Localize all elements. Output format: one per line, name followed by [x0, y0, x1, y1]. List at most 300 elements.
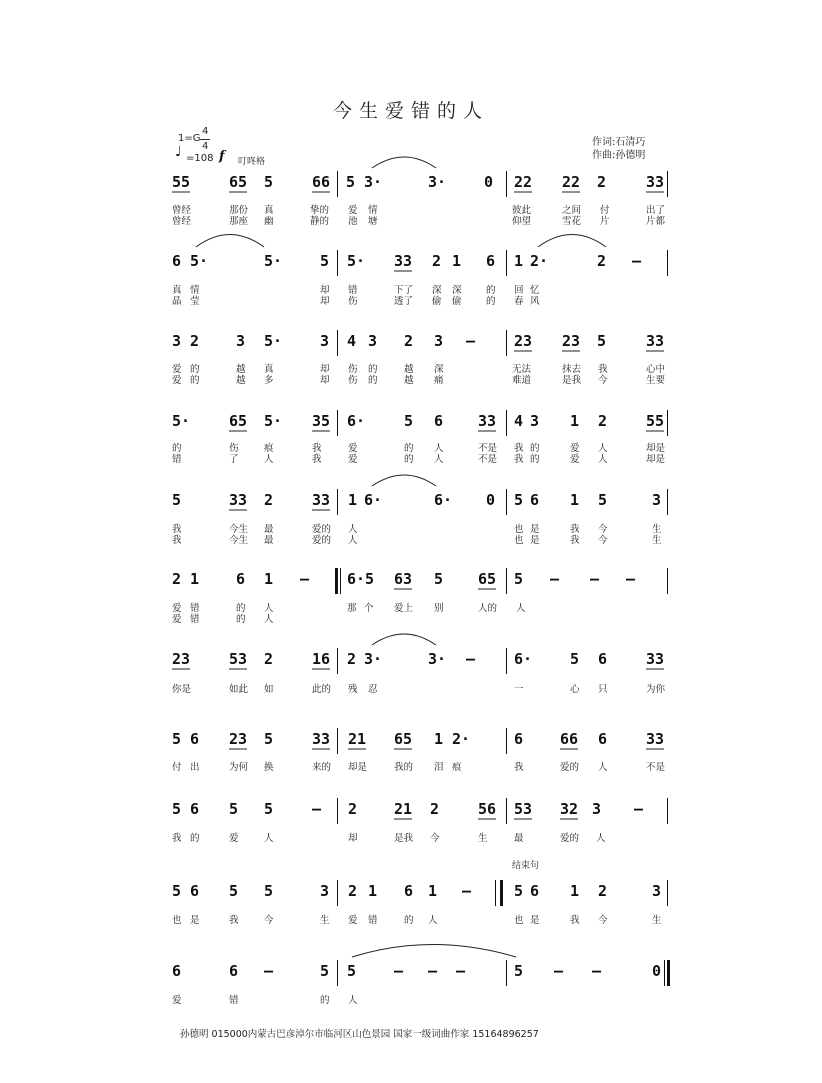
lyric: 今生 [229, 524, 249, 535]
note: — [312, 800, 322, 818]
lyric: 为何 [229, 762, 249, 773]
note: 6 [172, 962, 182, 980]
lyric: 我 [312, 454, 322, 465]
lyric: 曾经 [172, 216, 192, 227]
lyric: 今生 [229, 535, 249, 546]
lyric: 心 [570, 684, 580, 695]
lyric: 越 [236, 364, 246, 375]
lyric: 越 [236, 375, 246, 386]
note: 3· [364, 173, 383, 191]
lyric: 生 [478, 833, 488, 844]
note: 1 [264, 570, 274, 588]
lyric: 是我 [394, 833, 414, 844]
lyric: 偷 [432, 296, 442, 307]
lyric: 池 [348, 216, 358, 227]
lyric: 人 [264, 833, 274, 844]
style-marking: 叮咚格 [238, 157, 266, 167]
lyric: 的 [486, 285, 496, 296]
note: — [466, 332, 476, 350]
lyric: 爱 [172, 603, 182, 614]
tie-mark [352, 945, 516, 958]
lyric: 付 [600, 205, 610, 216]
note: 5 [514, 491, 524, 509]
note: 5 [172, 730, 182, 748]
lyric: 最 [264, 524, 274, 535]
tie-mark [538, 235, 606, 248]
note: 1 [348, 491, 358, 509]
note: 6 [190, 800, 200, 818]
note: 6 [514, 730, 524, 748]
lyric: 的 [368, 364, 378, 375]
note: 5 [434, 570, 444, 588]
note: 5 [347, 962, 357, 980]
lyric: 的 [404, 454, 414, 465]
lyric: 之间 [562, 205, 582, 216]
note: 5 [264, 882, 274, 900]
note: 33 [229, 491, 248, 509]
lyric: 是 [530, 535, 540, 546]
lyric: 我 [570, 535, 580, 546]
note: 6 [486, 252, 496, 270]
lyric: 爱的 [312, 535, 332, 546]
lyric: 爱 [172, 375, 182, 386]
lyric: 挚的 [310, 205, 330, 216]
key-signature: 1=G [178, 133, 201, 144]
lyric: 来的 [312, 762, 332, 773]
note: 66 [312, 173, 331, 191]
lyric: 伤 [348, 296, 358, 307]
lyric: 伤 [348, 364, 358, 375]
lyric: 错 [172, 454, 182, 465]
note: 2 [348, 882, 358, 900]
note: 55 [646, 412, 665, 430]
lyric: 是 [530, 524, 540, 535]
lyric: 却是 [646, 443, 666, 454]
note: 2 [264, 491, 274, 509]
lyric: 人 [598, 762, 608, 773]
note: 1 [452, 252, 462, 270]
note: 16 [312, 650, 331, 668]
lyric: 无法 [512, 364, 532, 375]
note: 65 [229, 412, 248, 430]
note: 5 [570, 650, 580, 668]
note: 6· [364, 491, 383, 509]
lyric: 个 [364, 603, 374, 614]
lyric: 风 [530, 296, 540, 307]
composer: 作曲:孙德明 [592, 150, 646, 161]
note: 33 [312, 730, 331, 748]
lyric: 我 [172, 833, 182, 844]
lyric: 晶 [172, 296, 182, 307]
note: 3 [368, 332, 378, 350]
lyric: 我的 [394, 762, 414, 773]
note: — [590, 570, 600, 588]
ending-phrase-label: 结束句 [512, 861, 540, 871]
note: 55 [172, 173, 191, 191]
note: 1 [428, 882, 438, 900]
lyric: 越 [404, 364, 414, 375]
lyricist: 作词:石清巧 [592, 137, 646, 148]
note: 5 [172, 491, 182, 509]
lyric: 人 [264, 454, 274, 465]
lyric: 最 [264, 535, 274, 546]
lyric: 人 [596, 833, 606, 844]
lyric: 却 [320, 375, 330, 386]
lyric: 一 [514, 684, 524, 695]
lyric: 我 [514, 454, 524, 465]
lyric: 也 [514, 535, 524, 546]
note: 6 [236, 570, 246, 588]
lyric: 今 [264, 915, 274, 926]
lyric: 的 [530, 443, 540, 454]
lyric: 我 [514, 762, 524, 773]
note: 3 [236, 332, 246, 350]
lyric: 生 [320, 915, 330, 926]
tie-mark [372, 157, 436, 168]
note: 65 [478, 570, 497, 588]
lyric: 爱 [348, 205, 358, 216]
note: 21 [348, 730, 367, 748]
lyric: 爱的 [560, 833, 580, 844]
note: 3 [652, 491, 662, 509]
lyric: 彼此 [512, 205, 532, 216]
note: 2 [598, 412, 608, 430]
lyric: 的 [172, 443, 182, 454]
lyric: 错 [229, 995, 239, 1006]
lyric: 爱 [570, 454, 580, 465]
lyric: 却 [348, 833, 358, 844]
lyric: 错 [348, 285, 358, 296]
lyric: 却是 [348, 762, 368, 773]
note: 3· [364, 650, 383, 668]
lyric: 难道 [512, 375, 532, 386]
note: 5· [190, 252, 209, 270]
note: 2 [348, 800, 358, 818]
lyric: 付 [172, 762, 182, 773]
note: 6 [530, 491, 540, 509]
lyric: 泪 [434, 762, 444, 773]
lyric: 却 [320, 364, 330, 375]
lyric: 人 [348, 995, 358, 1006]
lyric: 你是 [172, 684, 192, 695]
lyric: 为你 [646, 684, 666, 695]
note: 1 [514, 252, 524, 270]
note: 53 [514, 800, 533, 818]
note: 2 [430, 800, 440, 818]
note: 5 [514, 570, 524, 588]
lyric: 爱 [229, 833, 239, 844]
lyric: 静的 [310, 216, 330, 227]
note: 6 [229, 962, 239, 980]
note: 3 [530, 412, 540, 430]
lyric: 越 [404, 375, 414, 386]
lyric: 那座 [229, 216, 249, 227]
lyric: 曾经 [172, 205, 192, 216]
lyric: 却 [320, 296, 330, 307]
lyric: 最 [514, 833, 524, 844]
note: 5 [597, 332, 607, 350]
lyric: 人的 [478, 603, 498, 614]
note: 3 [320, 332, 330, 350]
lyric: 是 [530, 915, 540, 926]
lyric: 别 [434, 603, 444, 614]
lyric: 出 [190, 762, 200, 773]
lyric: 的 [404, 915, 414, 926]
lyric: 错 [190, 614, 200, 625]
note: 5 [172, 882, 182, 900]
note: — [634, 800, 644, 818]
note: 3 [320, 882, 330, 900]
lyric: 我 [172, 524, 182, 535]
lyric: 片 [600, 216, 610, 227]
footer-contact: 孙德明 015000内蒙古巴彦淖尔市临河区山色景园 国家一级词曲作家 15164896257 [180, 1029, 539, 1040]
lyric: 真 [172, 285, 182, 296]
note: 33 [646, 173, 665, 191]
note: 3 [172, 332, 182, 350]
note: 6 [172, 252, 182, 270]
note: 2 [190, 332, 200, 350]
note: 3· [428, 650, 447, 668]
note: 6 [530, 882, 540, 900]
note: — [264, 962, 274, 980]
note: 2 [597, 173, 607, 191]
note: 32 [560, 800, 579, 818]
lyric: 心中 [646, 364, 666, 375]
lyric: 真 [264, 364, 274, 375]
note: 23 [229, 730, 248, 748]
lyric: 不是 [478, 443, 498, 454]
lyric: 爱 [348, 443, 358, 454]
lyric: 的 [320, 995, 330, 1006]
lyric: 的 [404, 443, 414, 454]
note: 53 [229, 650, 248, 668]
note: 33 [646, 650, 665, 668]
note: 5 [346, 173, 356, 191]
note: 23 [562, 332, 581, 350]
lyric: 莹 [190, 296, 200, 307]
note: 5· [347, 252, 366, 270]
lyric: 人 [348, 524, 358, 535]
note: — [554, 962, 564, 980]
note: — [394, 962, 404, 980]
lyric: 此的 [312, 684, 332, 695]
lyric: 只 [598, 684, 608, 695]
note: 2· [530, 252, 549, 270]
lyric: 人 [428, 915, 438, 926]
lyric: 塘 [368, 216, 378, 227]
note: 4 [347, 332, 357, 350]
lyric: 不是 [478, 454, 498, 465]
lyric: 情 [368, 205, 378, 216]
lyric: 真 [264, 205, 274, 216]
quarter-note-icon: ♩ [175, 144, 182, 160]
lyric: 人 [264, 614, 274, 625]
note: 6· [347, 412, 366, 430]
note: 6 [404, 882, 414, 900]
lyric: 是 [190, 915, 200, 926]
lyric: 的 [190, 364, 200, 375]
lyric: 生要 [646, 375, 666, 386]
lyric: 人 [348, 535, 358, 546]
lyric: 人 [516, 603, 526, 614]
note: 5· [172, 412, 191, 430]
note: 65 [394, 730, 413, 748]
note: — [462, 882, 472, 900]
note: 33 [478, 412, 497, 430]
note: — [550, 570, 560, 588]
lyric: 伤 [348, 375, 358, 386]
lyric: 也 [172, 915, 182, 926]
lyric: 生 [652, 915, 662, 926]
lyric: 那份 [229, 205, 249, 216]
note: 5· [264, 252, 283, 270]
lyric: 不是 [646, 762, 666, 773]
note: 0 [652, 962, 662, 980]
lyric: 错 [368, 915, 378, 926]
lyric: 回 [514, 285, 524, 296]
note: 6· [514, 650, 533, 668]
lyric: 我 [312, 443, 322, 454]
lyric: 人 [434, 443, 444, 454]
lyric: 多 [264, 375, 274, 386]
note: 3 [592, 800, 602, 818]
note: — [428, 962, 438, 980]
lyric: 我 [570, 524, 580, 535]
note: 35 [312, 412, 331, 430]
lyric: 我 [514, 443, 524, 454]
note: 2 [404, 332, 414, 350]
lyric: 雪花 [562, 216, 582, 227]
note: 56 [478, 800, 497, 818]
lyric: 如 [264, 684, 274, 695]
lyric: 今 [598, 915, 608, 926]
note: 63 [394, 570, 413, 588]
lyric: 残 [348, 684, 358, 695]
tempo-value: =108 [186, 153, 214, 164]
note: 2 [172, 570, 182, 588]
lyric: 的 [486, 296, 496, 307]
dynamic-marking: f [219, 149, 225, 164]
lyric: 痕 [264, 443, 274, 454]
note: 5 [229, 882, 239, 900]
lyric: 透了 [394, 296, 414, 307]
note: 6 [434, 412, 444, 430]
lyric: 人 [434, 454, 444, 465]
note: 5 [514, 962, 524, 980]
lyric: 也 [514, 915, 524, 926]
note: 1 [190, 570, 200, 588]
lyric: 却 [320, 285, 330, 296]
note: 22 [514, 173, 533, 191]
note: 6 [598, 730, 608, 748]
note: 33 [646, 730, 665, 748]
time-signature-top: 4 [202, 126, 209, 137]
note: 33 [312, 491, 331, 509]
lyric: 情 [190, 285, 200, 296]
lyric: 爱 [570, 443, 580, 454]
note: 3· [428, 173, 447, 191]
note: 5· [264, 412, 283, 430]
note: 5 [172, 800, 182, 818]
lyric: 今 [598, 535, 608, 546]
lyric: 出了 [646, 205, 666, 216]
time-signature-bottom: 4 [202, 141, 209, 152]
note: 2 [597, 252, 607, 270]
lyric: 生 [652, 535, 662, 546]
note: 1 [434, 730, 444, 748]
lyric: 爱上 [394, 603, 414, 614]
note: 33 [646, 332, 665, 350]
note: 5· [264, 332, 283, 350]
note: 23 [514, 332, 533, 350]
tie-mark [372, 475, 436, 486]
lyric: 我 [598, 364, 608, 375]
lyric: 伤 [229, 443, 239, 454]
lyric: 今 [598, 375, 608, 386]
lyric: 忍 [368, 684, 378, 695]
note: 3 [652, 882, 662, 900]
note: 5 [320, 252, 330, 270]
lyric: 爱 [348, 454, 358, 465]
lyric: 爱的 [560, 762, 580, 773]
note: 5 [264, 173, 274, 191]
note: 23 [172, 650, 191, 668]
note: 2· [452, 730, 471, 748]
song-title: 今生爱错的人 [332, 100, 489, 122]
note: 4 [514, 412, 524, 430]
lyric: 如此 [229, 684, 249, 695]
lyric: 的 [530, 454, 540, 465]
note: 2 [432, 252, 442, 270]
lyric: 的 [368, 375, 378, 386]
note: 1 [570, 882, 580, 900]
note: 6 [190, 730, 200, 748]
lyric: 那 [347, 603, 357, 614]
note: 5 [264, 800, 274, 818]
note: — [300, 570, 310, 588]
note: 5 [229, 800, 239, 818]
lyric: 的 [236, 603, 246, 614]
lyric: 的 [190, 375, 200, 386]
note: 1 [570, 491, 580, 509]
lyric: 错 [190, 603, 200, 614]
lyric: 仰望 [512, 216, 532, 227]
lyric: 深 [434, 364, 444, 375]
lyric: 今 [598, 524, 608, 535]
lyric: 我 [229, 915, 239, 926]
note: 5 [514, 882, 524, 900]
note: — [632, 252, 642, 270]
note: 2 [598, 882, 608, 900]
note: 65 [229, 173, 248, 191]
note: — [626, 570, 636, 588]
lyric: 我 [172, 535, 182, 546]
lyric: 的 [236, 614, 246, 625]
note: — [592, 962, 602, 980]
lyric: 抹去 [562, 364, 582, 375]
lyric: 生 [652, 524, 662, 535]
note: — [466, 650, 476, 668]
tie-mark [196, 235, 264, 248]
note: 6 [598, 650, 608, 668]
note: 5 [404, 412, 414, 430]
lyric: 痛 [434, 375, 444, 386]
lyric: 今 [430, 833, 440, 844]
note: — [456, 962, 466, 980]
lyric: 的 [190, 833, 200, 844]
lyric: 春 [514, 296, 524, 307]
lyric: 人 [264, 603, 274, 614]
